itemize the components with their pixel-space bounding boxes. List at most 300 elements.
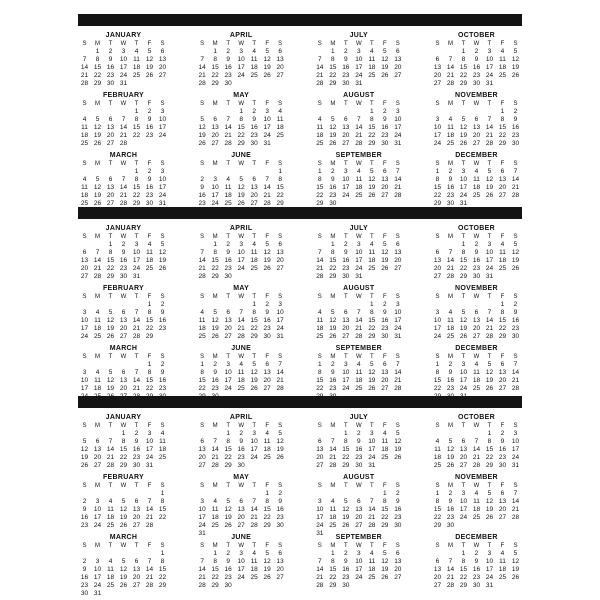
day-cell: 15 [498, 317, 507, 324]
weekday-label: S [435, 234, 440, 240]
week-row [196, 317, 287, 325]
week-row [431, 385, 522, 393]
day-cell: 5 [239, 176, 243, 183]
weekday-label: T [343, 423, 348, 429]
day-cell: 2 [213, 361, 217, 368]
day-cell: 28 [106, 462, 115, 469]
day-cell: 31 [263, 140, 271, 147]
day-cell: 19 [119, 574, 128, 581]
day-cell: 16 [276, 506, 284, 513]
weekday-label: T [108, 423, 113, 429]
day-cell: 5 [461, 309, 466, 316]
day-cell: 12 [459, 124, 468, 131]
day-cell: 1 [95, 48, 100, 55]
day-cell: 19 [329, 132, 337, 139]
day-cell: 14 [446, 64, 455, 71]
day-cell: 13 [158, 56, 167, 63]
month-grid [78, 32, 522, 212]
day-cell: 20 [394, 64, 402, 71]
day-cell: 28 [394, 192, 402, 199]
week-row [78, 582, 169, 590]
day-cell: 23 [394, 514, 402, 521]
week-row [313, 301, 404, 309]
weekday-label: T [461, 41, 466, 47]
day-cell: 18 [368, 257, 376, 264]
day-cell: 14 [329, 446, 337, 453]
weekday-header [78, 542, 169, 550]
weekday-label: S [435, 41, 440, 47]
day-cell: 3 [226, 361, 230, 368]
day-cell: 4 [239, 361, 243, 368]
weekday-label: T [226, 161, 230, 167]
day-cell: 10 [433, 317, 442, 324]
day-cell: 5 [448, 438, 453, 445]
day-cell: 27 [93, 462, 102, 469]
day-cell: 26 [93, 200, 102, 207]
weekday-label: T [134, 161, 139, 167]
week-row [78, 498, 169, 506]
day-cell: 19 [329, 325, 337, 332]
day-cell: 26 [276, 454, 284, 461]
day-cell: 12 [446, 446, 455, 453]
weekday-label: F [500, 101, 505, 107]
weekday-header [196, 100, 287, 108]
day-cell: 1 [487, 430, 492, 437]
day-cell: 8 [160, 498, 165, 505]
weekday-label: T [252, 294, 256, 300]
week-row [78, 176, 169, 184]
day-cell: 18 [80, 132, 89, 139]
day-cell: 29 [145, 333, 154, 340]
day-cell: 2 [448, 361, 453, 368]
month-march [78, 152, 169, 210]
day-cell: 14 [198, 64, 206, 71]
weekday-label: T [226, 354, 230, 360]
week-row [78, 446, 169, 454]
week-row [196, 48, 287, 56]
day-cell: 15 [237, 124, 245, 131]
week-row [196, 446, 287, 454]
weekday-label: W [355, 354, 362, 360]
weekday-label: M [95, 483, 100, 489]
day-cell: 20 [498, 506, 507, 513]
day-cell: 14 [250, 506, 258, 513]
day-cell: 19 [276, 446, 284, 453]
week-row [196, 116, 287, 124]
day-cell: 14 [316, 566, 324, 573]
day-cell: 23 [329, 192, 337, 199]
day-cell: 29 [263, 522, 271, 529]
week-row [313, 249, 404, 257]
day-cell: 17 [511, 446, 520, 453]
day-cell: 9 [147, 116, 152, 123]
week-row [196, 257, 287, 265]
day-cell: 11 [94, 377, 101, 384]
day-cell: 10 [237, 558, 245, 565]
weekday-label: T [369, 354, 374, 360]
day-cell: 2 [474, 550, 479, 557]
weekday-label: W [355, 234, 362, 240]
day-cell: 13 [394, 558, 402, 565]
day-cell: 21 [355, 325, 363, 332]
day-cell: 9 [396, 498, 400, 505]
day-cell: 24 [459, 385, 468, 392]
day-cell: 18 [433, 454, 442, 461]
day-cell: 9 [160, 309, 165, 316]
day-cell: 5 [82, 438, 87, 445]
day-cell: 20 [433, 72, 442, 79]
day-cell: 14 [119, 184, 128, 191]
day-cell: 16 [224, 566, 232, 573]
day-cell: 10 [459, 369, 468, 376]
day-cell: 26 [211, 333, 219, 340]
day-cell: 28 [355, 333, 363, 340]
day-cell: 22 [224, 454, 232, 461]
weekday-label: T [369, 543, 374, 549]
day-cell: 25 [93, 333, 102, 340]
weekday-label: W [238, 161, 244, 167]
day-cell: 23 [80, 522, 89, 529]
weekday-label: F [147, 483, 152, 489]
day-cell: 11 [107, 506, 114, 513]
weekday-label: T [226, 41, 230, 47]
day-cell: 25 [250, 265, 258, 272]
day-cell: 31 [485, 273, 494, 280]
day-cell: 30 [355, 462, 363, 469]
day-cell: 10 [342, 176, 350, 183]
day-cell: 26 [368, 192, 376, 199]
day-cell: 2 [108, 48, 113, 55]
day-cell: 16 [132, 446, 141, 453]
week-row [78, 385, 169, 393]
day-cell: 9 [448, 498, 453, 505]
week-row [78, 48, 169, 56]
day-cell: 22 [211, 574, 219, 581]
day-cell: 10 [211, 184, 219, 191]
day-cell: 13 [132, 566, 141, 573]
weekday-label: T [252, 543, 256, 549]
day-cell: 6 [134, 558, 139, 565]
day-cell: 30 [472, 80, 481, 87]
day-cell: 9 [121, 249, 126, 256]
day-cell: 8 [213, 56, 217, 63]
day-cell: 25 [106, 582, 115, 589]
week-row [196, 176, 287, 184]
weekday-header [196, 160, 287, 168]
day-cell: 7 [200, 249, 204, 256]
day-cell: 7 [513, 361, 518, 368]
day-cell: 9 [213, 369, 217, 376]
day-cell: 24 [342, 385, 350, 392]
day-cell: 14 [316, 257, 324, 264]
day-cell: 4 [318, 116, 322, 123]
day-cell: 20 [276, 64, 284, 71]
day-cell: 2 [448, 490, 453, 497]
day-cell: 14 [198, 566, 206, 573]
day-cell: 11 [250, 56, 258, 63]
day-cell: 27 [394, 574, 402, 581]
week-row [78, 430, 169, 438]
day-cell: 31 [368, 462, 376, 469]
day-cell: 12 [119, 566, 128, 573]
week-row [313, 498, 404, 506]
month-name: JUNE [231, 152, 252, 159]
week-row [313, 265, 404, 273]
day-cell: 16 [106, 64, 115, 71]
day-cell: 3 [513, 430, 518, 437]
weekday-label: S [395, 294, 400, 300]
day-cell: 8 [147, 369, 152, 376]
week-row [78, 490, 169, 498]
day-cell: 7 [134, 369, 139, 376]
day-cell: 11 [473, 176, 480, 183]
week-row [78, 558, 169, 566]
day-cell: 24 [459, 192, 468, 199]
day-cell: 26 [342, 522, 350, 529]
month-october [431, 225, 522, 283]
day-cell: 16 [329, 377, 337, 384]
day-cell: 10 [132, 249, 141, 256]
day-cell: 25 [498, 574, 507, 581]
day-cell: 30 [80, 590, 89, 597]
day-cell: 14 [263, 184, 271, 191]
day-cell: 3 [357, 241, 361, 248]
week-row [196, 506, 287, 514]
day-cell: 7 [121, 176, 126, 183]
week-row [431, 241, 522, 249]
day-cell: 11 [355, 176, 363, 183]
day-cell: 25 [250, 574, 258, 581]
day-cell: 10 [485, 558, 494, 565]
day-cell: 29 [368, 140, 376, 147]
day-cell: 23 [198, 200, 206, 207]
year-header-bar [78, 207, 522, 219]
week-row [313, 446, 404, 454]
day-cell: 6 [344, 116, 348, 123]
day-cell: 16 [145, 184, 154, 191]
day-cell: 29 [119, 462, 128, 469]
day-cell: 12 [459, 317, 468, 324]
day-cell: 26 [459, 140, 468, 147]
day-cell: 18 [158, 446, 167, 453]
day-cell: 13 [106, 124, 115, 131]
day-cell: 3 [160, 108, 165, 115]
day-cell: 8 [213, 249, 217, 256]
week-row [78, 590, 169, 598]
day-cell: 28 [485, 333, 494, 340]
day-cell: 15 [132, 124, 141, 131]
day-cell: 25 [276, 132, 284, 139]
day-cell: 15 [459, 64, 468, 71]
day-cell: 1 [239, 108, 243, 115]
weekday-label: M [212, 483, 218, 489]
weekday-label: M [447, 354, 453, 360]
weekday-label: S [278, 101, 283, 107]
week-row [196, 566, 287, 574]
month-name: FEBRUARY [102, 92, 145, 99]
day-cell: 6 [252, 176, 256, 183]
day-cell: 3 [160, 168, 165, 175]
weekday-label: S [160, 483, 165, 489]
week-row [196, 72, 287, 80]
day-cell: 16 [237, 446, 245, 453]
day-cell: 28 [263, 200, 271, 207]
day-cell: 9 [344, 56, 348, 63]
month-june [196, 534, 287, 592]
day-cell: 17 [459, 377, 468, 384]
day-cell: 26 [93, 140, 102, 147]
day-cell: 20 [211, 132, 219, 139]
day-cell: 6 [500, 168, 505, 175]
day-cell: 27 [433, 273, 442, 280]
day-cell: 15 [158, 566, 167, 573]
day-cell: 18 [250, 257, 258, 264]
weekday-label: T [487, 294, 492, 300]
day-cell: 12 [485, 498, 494, 505]
day-cell: 19 [511, 257, 520, 264]
day-cell: 28 [80, 80, 89, 87]
day-cell: 10 [158, 176, 167, 183]
day-cell: 24 [511, 454, 520, 461]
day-cell: 10 [511, 438, 520, 445]
day-cell: 8 [461, 249, 466, 256]
day-cell: 26 [263, 265, 271, 272]
day-cell: 16 [250, 124, 258, 131]
day-cell: 22 [459, 72, 468, 79]
day-cell: 24 [80, 333, 89, 340]
day-cell: 13 [211, 124, 219, 131]
day-cell: 17 [485, 257, 494, 264]
day-cell: 18 [237, 377, 245, 384]
week-row [78, 361, 169, 369]
day-cell: 9 [278, 498, 282, 505]
weekday-label: T [343, 41, 348, 47]
day-cell: 14 [368, 506, 376, 513]
day-cell: 28 [237, 333, 245, 340]
day-cell: 9 [226, 249, 230, 256]
weekday-label: W [238, 234, 244, 240]
weekday-label: F [382, 483, 387, 489]
weekday-label: W [473, 423, 480, 429]
day-cell: 4 [213, 498, 217, 505]
day-cell: 27 [355, 522, 363, 529]
day-cell: 11 [473, 369, 480, 376]
day-cell: 24 [158, 192, 167, 199]
weekday-header [313, 100, 404, 108]
day-cell: 18 [498, 257, 507, 264]
day-cell: 26 [250, 385, 258, 392]
day-cell: 14 [224, 124, 232, 131]
day-cell: 22 [329, 574, 337, 581]
weekday-label: W [238, 483, 244, 489]
day-cell: 1 [160, 550, 165, 557]
day-cell: 12 [198, 124, 206, 131]
month-august [313, 285, 404, 343]
day-cell: 12 [263, 56, 271, 63]
day-cell: 30 [224, 80, 232, 87]
weekday-label: S [82, 161, 87, 167]
weekday-header [78, 293, 169, 301]
day-cell: 22 [237, 132, 245, 139]
day-cell: 3 [252, 430, 256, 437]
day-cell: 31 [355, 273, 363, 280]
day-cell: 18 [472, 184, 481, 191]
day-cell: 3 [461, 168, 466, 175]
weekday-label: M [330, 101, 336, 107]
day-cell: 19 [381, 566, 389, 573]
day-cell: 29 [498, 140, 507, 147]
day-cell: 13 [394, 249, 402, 256]
day-cell: 30 [342, 80, 350, 87]
week-row [313, 176, 404, 184]
day-cell: 18 [498, 566, 507, 573]
day-cell: 16 [80, 514, 89, 521]
day-cell: 26 [485, 192, 494, 199]
week-row [313, 72, 404, 80]
day-cell: 22 [211, 265, 219, 272]
day-cell: 27 [472, 140, 481, 147]
day-cell: 24 [211, 200, 219, 207]
day-cell: 18 [316, 132, 324, 139]
day-cell: 12 [106, 317, 115, 324]
day-cell: 13 [224, 317, 232, 324]
week-row [431, 369, 522, 377]
day-cell: 6 [213, 116, 217, 123]
day-cell: 8 [383, 498, 387, 505]
day-cell: 20 [119, 385, 128, 392]
day-cell: 7 [487, 309, 492, 316]
day-cell: 8 [461, 56, 466, 63]
day-cell: 1 [370, 301, 374, 308]
day-cell: 22 [329, 72, 337, 79]
weekday-label: M [447, 483, 453, 489]
day-cell: 19 [485, 506, 494, 513]
day-cell: 4 [252, 550, 256, 557]
day-cell: 5 [160, 241, 165, 248]
weekday-label: F [382, 423, 387, 429]
weekday-label: T [369, 101, 374, 107]
day-cell: 21 [93, 265, 102, 272]
weekday-label: S [160, 294, 165, 300]
week-row [313, 184, 404, 192]
weekday-label: W [120, 423, 127, 429]
day-cell: 1 [461, 550, 466, 557]
day-cell: 5 [487, 168, 492, 175]
week-row [431, 438, 522, 446]
day-cell: 15 [132, 184, 141, 191]
month-name: JUNE [231, 534, 252, 541]
month-january [78, 32, 169, 90]
day-cell: 17 [145, 446, 154, 453]
day-cell: 5 [331, 116, 335, 123]
day-cell: 15 [93, 64, 102, 71]
week-row [313, 140, 404, 148]
day-cell: 17 [485, 64, 494, 71]
day-cell: 20 [381, 377, 389, 384]
week-row [78, 566, 169, 574]
day-cell: 18 [106, 514, 115, 521]
day-cell: 6 [160, 48, 165, 55]
weekday-label: S [200, 234, 205, 240]
day-cell: 22 [459, 265, 468, 272]
day-cell: 9 [226, 558, 230, 565]
day-cell: 18 [224, 192, 232, 199]
day-cell: 20 [224, 325, 232, 332]
day-cell: 31 [394, 140, 402, 147]
weekday-label: M [447, 41, 453, 47]
day-cell: 2 [344, 241, 348, 248]
weekday-label: F [500, 483, 505, 489]
